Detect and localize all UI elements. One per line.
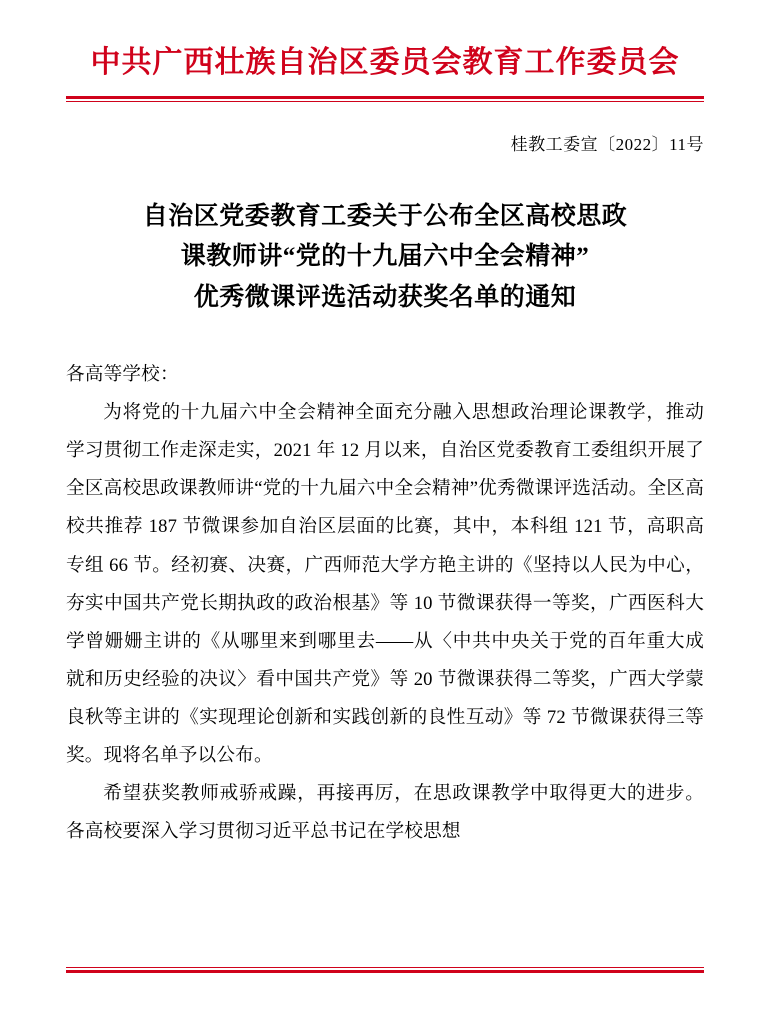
header-divider: [66, 96, 704, 102]
document-number: 桂教工委宣〔2022〕11号: [510, 134, 704, 154]
document-body: [66, 356, 704, 851]
document-title-line-1: 自治区党委教育工委关于公布全区高校思政: [142, 202, 628, 230]
footer-divider: [66, 967, 704, 973]
issuing-organization-title: 中共广西壮族自治区委员会教育工作委员会: [90, 46, 680, 79]
header-divider-thin-line: [66, 101, 704, 102]
body-paragraph-1: 为将党的十九届六中全会精神全面充分融入思想政治理论课教学，推动学习贯彻工作走深走实，2021 年 12 月以来，自治区党委教育工委组织开展了全区高校思政课教师讲“党的十九届六中全会精神”优秀微课评选活动。全区高校共推荐 187 节微课参加自治区层面的比赛，其中，本科组 121 节，高职高专组 66 节。经初赛、决赛，广西师范大学方艳主讲的《坚持以人民为中心，夯实中国共产党长期执政的政治根基》等 10 节微课获得一等奖，广西医科大学曾姗姗主讲的《从哪里来到哪里去——从〈中共中央关于党的百年重大成就和历史经验的决议〉看中国共产党》等 20 节微课获得二等奖，广西大学蒙良秋等主讲的《实现理论创新和实践创新的良性互动》等 72 节微课获得三等奖。现将名单予以公布。: [66, 402, 704, 767]
document-title-line-3: 优秀微课评选活动获奖名单的通知: [193, 283, 577, 311]
footer-divider-thick-line: [66, 970, 704, 973]
body-paragraph-2: 希望获奖教师戒骄戒躁，再接再厉，在思政课教学中取得更大的进步。各高校要深入学习贯彻习近平总书记在学校思想: [66, 783, 704, 843]
document-title-line-2: 课教师讲“党的十九届六中全会精神”: [180, 243, 590, 270]
body-salutation: 各高等学校：: [66, 364, 179, 385]
document-header: [66, 0, 704, 102]
document-title: [66, 197, 704, 319]
